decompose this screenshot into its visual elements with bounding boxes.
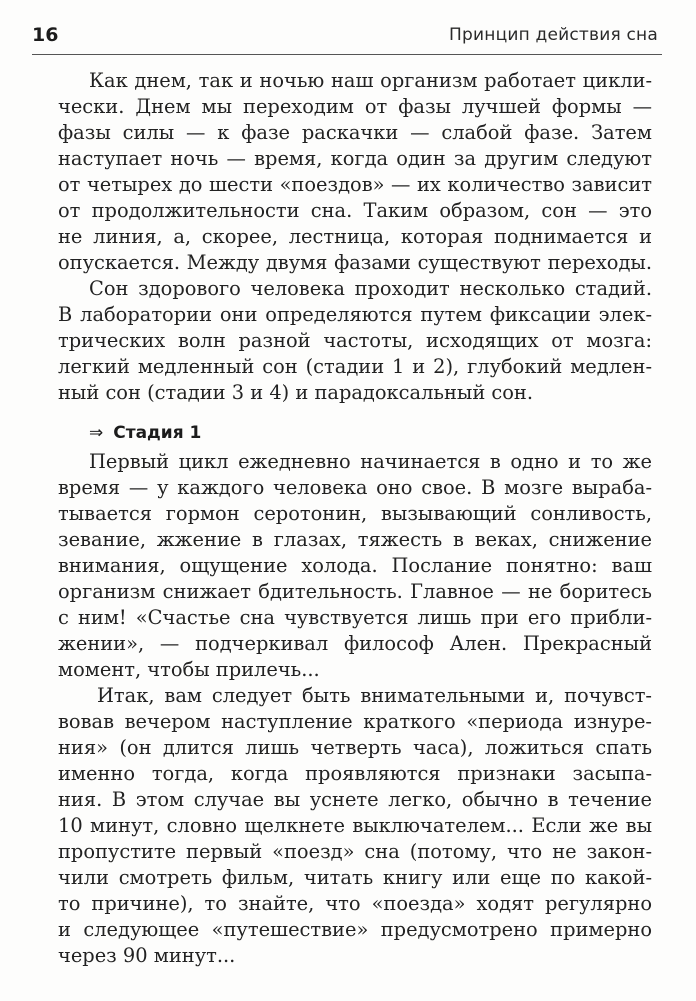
text-line: с ним! «Счастье сна чувствуется лишь при его прибли- <box>58 606 652 629</box>
text-line: фазы силы — к фазе раскачки — слабой фазе. Затем <box>58 121 652 144</box>
text-line: вовав вечером наступление краткого «периода изнуре- <box>58 710 652 733</box>
running-title: Принцип действия сна <box>449 25 658 45</box>
text-line: жении», — подчеркивал философ Ален. Прекрасный <box>58 632 652 655</box>
text-line: чески. Днем мы переходим от фазы лучшей формы — <box>58 95 652 118</box>
text-line: тывается гормон серотонин, вызывающий сонливость, <box>58 502 652 525</box>
header-rule <box>32 54 662 55</box>
text-line: легкий медленный сон (стадии 1 и 2), глубокий медлен- <box>58 355 652 378</box>
text-line: ния» (он длится лишь четверть часа), ложиться спать <box>58 736 652 759</box>
text-line: ния. В этом случае вы уснете легко, обычно в течение <box>58 788 652 811</box>
text-line: и следующее «путешествие» предусмотрено примерно <box>58 918 652 941</box>
text-line: 10 минут, словно щелкнете выключателем... Если же вы <box>58 814 652 837</box>
text-line: трических волн разной частоты, исходящих от мозга: <box>58 329 652 352</box>
section-heading <box>89 423 201 443</box>
text-line: момент, чтобы прилечь... <box>58 658 320 681</box>
double-arrow-icon: ⇒ <box>89 423 104 443</box>
text-line: Сон здорового человека проходит несколько стадий. <box>89 277 652 300</box>
text-line: через 90 минут... <box>58 944 236 967</box>
text-line: время — у каждого человека оно свое. В мозге выраба- <box>58 476 652 499</box>
text-line: наступает ночь — время, когда один за другим следуют <box>58 147 652 170</box>
text-line: не линия, а, скорее, лестница, которая поднимается и <box>58 225 652 248</box>
text-line: Первый цикл ежедневно начинается в одно и то же <box>89 450 652 473</box>
section-title: Стадия 1 <box>113 423 202 443</box>
text-line: зевание, жжение в глазах, тяжесть в веках, снижение <box>58 528 652 551</box>
text-line: Итак, вам следует быть внимательными и, почувст- <box>97 684 652 707</box>
page-header <box>32 22 662 56</box>
text-line: от продолжительности сна. Таким образом, сон — это <box>58 199 652 222</box>
text-line: Как днем, так и ночью наш организм работает цикли- <box>89 69 652 92</box>
text-line: то причине), то знайте, что «поезда» ходят регулярно <box>58 892 652 915</box>
text-line: чили смотреть фильм, читать книгу или еще по какой- <box>58 866 652 889</box>
text-line: внимания, ощущение холода. Послание понятно: ваш <box>58 554 652 577</box>
text-line: от четырех до шести «поездов» — их количество зависит <box>58 173 652 196</box>
text-line: организм снижает бдительность. Главное — не боритесь <box>58 580 652 603</box>
text-line: именно тогда, когда проявляются признаки засыпа- <box>58 762 652 785</box>
text-line: ный сон (стадии 3 и 4) и парадоксальный сон. <box>58 381 534 404</box>
text-line: В лаборатории они определяются путем фиксации элек- <box>58 303 652 326</box>
text-line: опускается. Между двумя фазами существуют переходы. <box>58 251 652 274</box>
page-number: 16 <box>32 24 59 46</box>
text-line: пропустите первый «поезд» сна (потому, что не закон- <box>58 840 652 863</box>
